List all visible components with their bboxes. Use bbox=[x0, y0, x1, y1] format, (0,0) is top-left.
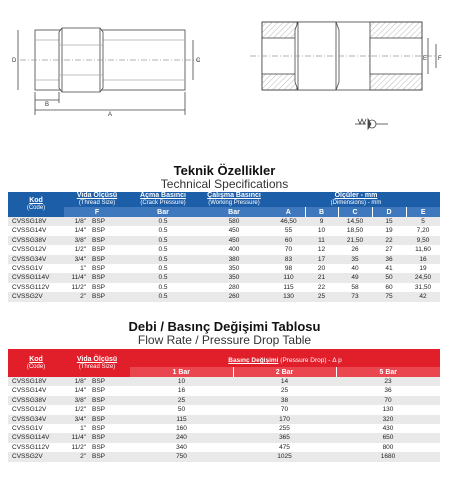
technical-drawings bbox=[0, 0, 449, 150]
flow-cell: 38 bbox=[233, 396, 336, 405]
tech-row bbox=[8, 292, 440, 301]
tech-cell: 19 bbox=[406, 264, 440, 273]
tech-thread-type: BSP bbox=[92, 236, 106, 244]
dim-b-label: B bbox=[45, 102, 50, 108]
flow-cell-thread bbox=[64, 443, 130, 452]
tech-cell: 110 bbox=[272, 273, 305, 282]
flow-cell: 130 bbox=[336, 405, 440, 414]
flow-cell-code: CVSSG34V bbox=[8, 415, 64, 424]
flow-cell: 70 bbox=[233, 405, 336, 414]
dim-e-label: E bbox=[423, 56, 428, 62]
flow-cell: 14 bbox=[233, 377, 336, 386]
tech-cell-code: CVSSG112V bbox=[8, 283, 64, 292]
flow-thread-size: 1/4" bbox=[74, 387, 86, 395]
tech-cell: 60 bbox=[272, 236, 305, 245]
tech-cell-thread bbox=[64, 264, 130, 273]
tech-cell: 9,50 bbox=[406, 236, 440, 245]
flow-thread-type: BSP bbox=[92, 434, 106, 442]
flow-cell: 1025 bbox=[233, 452, 336, 461]
flow-cell-code: CVSSG112V bbox=[8, 443, 64, 452]
col-crack-unit: Bar bbox=[130, 207, 196, 217]
tech-thread-size: 11/2" bbox=[71, 283, 86, 291]
tech-cell: 0.5 bbox=[130, 292, 196, 301]
flow-col-5bar: 5 Bar bbox=[336, 367, 440, 377]
tech-cell: 5 bbox=[406, 217, 440, 226]
flow-cell: 50 bbox=[130, 405, 233, 414]
tech-cell: 22 bbox=[372, 236, 406, 245]
tech-cell: 19 bbox=[372, 226, 406, 235]
tech-cell-code: CVSSG18V bbox=[8, 217, 64, 226]
tech-cell: 15 bbox=[372, 217, 406, 226]
tech-cell: 0.5 bbox=[130, 226, 196, 235]
col-b: B bbox=[305, 207, 338, 217]
tech-thread-size: 2" bbox=[80, 293, 86, 301]
tech-cell-thread bbox=[64, 283, 130, 292]
flow-col-thread: Vida Ölçüsü (Thread Size) bbox=[76, 355, 118, 370]
flow-cell: 475 bbox=[233, 443, 336, 452]
col-a: A bbox=[272, 207, 305, 217]
tech-cell-code: CVSSG34V bbox=[8, 255, 64, 264]
tech-cell: 25 bbox=[305, 292, 338, 301]
flow-cell-code: CVSSG114V bbox=[8, 433, 64, 442]
flow-cell-thread bbox=[64, 405, 130, 414]
tech-row bbox=[8, 245, 440, 254]
flow-thread-type: BSP bbox=[92, 443, 106, 451]
tech-row bbox=[8, 226, 440, 235]
flow-cell: 800 bbox=[336, 443, 440, 452]
tech-cell: 50 bbox=[372, 273, 406, 282]
col-working: Çalışma Basıncı (Working Pressure) bbox=[207, 192, 261, 206]
flow-cell: 23 bbox=[336, 377, 440, 386]
col-c: C bbox=[338, 207, 372, 217]
tech-cell: 115 bbox=[272, 283, 305, 292]
tech-cell-code: CVSSG2V bbox=[8, 292, 64, 301]
tech-thread-size: 3/4" bbox=[74, 255, 86, 263]
tech-cell-thread bbox=[64, 217, 130, 226]
tech-title-block bbox=[0, 164, 449, 191]
flow-title: Debi / Basınç Değişimi Tablosu bbox=[128, 319, 321, 334]
tech-cell-code: CVSSG12V bbox=[8, 245, 64, 254]
tech-cell: 58 bbox=[338, 283, 372, 292]
tech-cell: 580 bbox=[196, 217, 272, 226]
tech-cell: 280 bbox=[196, 283, 272, 292]
flow-cell: 115 bbox=[130, 415, 233, 424]
flow-cell-code: CVSSG12V bbox=[8, 405, 64, 414]
tech-cell: 41 bbox=[372, 264, 406, 273]
flow-col-code: Kod (Code) bbox=[26, 355, 46, 370]
flow-thread-size: 1/8" bbox=[74, 378, 86, 385]
flow-row bbox=[8, 424, 440, 433]
flow-thread-type: BSP bbox=[92, 396, 106, 404]
tech-cell: 450 bbox=[196, 226, 272, 235]
tech-cell: 10 bbox=[305, 226, 338, 235]
flow-row bbox=[8, 377, 440, 386]
tech-cell: 24,50 bbox=[406, 273, 440, 282]
flow-thread-size: 11/4" bbox=[71, 434, 86, 442]
tech-cell: 21,50 bbox=[338, 236, 372, 245]
tech-cell: 260 bbox=[196, 292, 272, 301]
tech-thread-size: 1/8" bbox=[74, 218, 86, 225]
tech-cell: 27 bbox=[372, 245, 406, 254]
tech-cell: 20 bbox=[305, 264, 338, 273]
tech-row bbox=[8, 217, 440, 226]
tech-thread-type: BSP bbox=[92, 218, 106, 225]
tech-cell-thread bbox=[64, 273, 130, 282]
tech-cell: 35 bbox=[338, 255, 372, 264]
tech-thread-type: BSP bbox=[92, 255, 106, 263]
tech-cell: 0.5 bbox=[130, 236, 196, 245]
tech-title: Teknik Özellikler bbox=[173, 163, 276, 178]
flow-thread-type: BSP bbox=[92, 415, 106, 423]
tech-cell: 49 bbox=[338, 273, 372, 282]
tech-cell: 130 bbox=[272, 292, 305, 301]
dim-a-label: A bbox=[108, 112, 113, 118]
col-code: Kod (Code) bbox=[26, 197, 46, 211]
tech-cell: 14,50 bbox=[338, 217, 372, 226]
flow-thread-type: BSP bbox=[92, 406, 106, 414]
tech-cell: 350 bbox=[196, 264, 272, 273]
tech-thread-type: BSP bbox=[92, 283, 106, 291]
tech-cell: 0.5 bbox=[130, 245, 196, 254]
tech-cell: 70 bbox=[272, 245, 305, 254]
tech-row bbox=[8, 273, 440, 282]
flow-cell-thread bbox=[64, 424, 130, 433]
tech-cell: 450 bbox=[196, 236, 272, 245]
tech-cell: 11,60 bbox=[406, 245, 440, 254]
tech-cell-thread bbox=[64, 255, 130, 264]
flow-row bbox=[8, 415, 440, 424]
flow-cell: 160 bbox=[130, 424, 233, 433]
tech-cell-code: CVSSG114V bbox=[8, 273, 64, 282]
flow-cell: 365 bbox=[233, 433, 336, 442]
flow-cell: 650 bbox=[336, 433, 440, 442]
flow-title-block bbox=[0, 320, 449, 347]
tech-cell: 26 bbox=[338, 245, 372, 254]
tech-cell: 7,20 bbox=[406, 226, 440, 235]
tech-cell: 22 bbox=[305, 283, 338, 292]
tech-subtitle: Technical Specifications bbox=[160, 177, 289, 191]
dim-c-label: C bbox=[196, 58, 201, 64]
tech-thread-size: 1/4" bbox=[74, 227, 86, 235]
tech-thread-type: BSP bbox=[92, 246, 106, 254]
tech-cell-thread bbox=[64, 236, 130, 245]
flow-col-2bar: 2 Bar bbox=[233, 367, 336, 377]
flow-cell: 320 bbox=[336, 415, 440, 424]
tech-cell: 60 bbox=[372, 283, 406, 292]
tech-thread-size: 11/4" bbox=[71, 274, 86, 282]
section-view-drawing bbox=[250, 22, 436, 129]
tech-cell: 55 bbox=[272, 226, 305, 235]
flow-row bbox=[8, 405, 440, 414]
flow-thread-size: 1/2" bbox=[74, 406, 86, 414]
flow-cell: 240 bbox=[130, 433, 233, 442]
flow-cell-thread bbox=[64, 377, 130, 386]
flow-thread-type: BSP bbox=[92, 378, 106, 385]
flow-cell: 16 bbox=[130, 386, 233, 395]
flow-col-1bar: 1 Bar bbox=[130, 367, 233, 377]
flow-thread-type: BSP bbox=[92, 387, 106, 395]
flow-row bbox=[8, 443, 440, 452]
tech-cell: 46,50 bbox=[272, 217, 305, 226]
flow-row bbox=[8, 433, 440, 442]
flow-thread-size: 3/8" bbox=[74, 396, 86, 404]
flow-thread-type: BSP bbox=[92, 453, 106, 461]
flow-row bbox=[8, 386, 440, 395]
tech-thread-size: 1" bbox=[80, 265, 86, 273]
tech-cell: 9 bbox=[305, 217, 338, 226]
tech-cell: 380 bbox=[196, 255, 272, 264]
col-working-unit: Bar bbox=[196, 207, 272, 217]
flow-cell: 1680 bbox=[336, 452, 440, 461]
tech-thread-type: BSP bbox=[92, 274, 106, 282]
flow-cell-code: CVSSG2V bbox=[8, 452, 64, 461]
col-thread: Vida Ölçüsü (Thread Size) bbox=[76, 192, 118, 206]
tech-header-row bbox=[8, 192, 440, 207]
tech-cell: 21 bbox=[305, 273, 338, 282]
tech-cell: 42 bbox=[406, 292, 440, 301]
tech-thread-type: BSP bbox=[92, 293, 106, 301]
dim-d-label: D bbox=[12, 58, 17, 64]
tech-cell: 0.5 bbox=[130, 217, 196, 226]
col-dimensions: Ölçüler - mm (Dimensions) - mm bbox=[330, 192, 382, 206]
tech-row bbox=[8, 283, 440, 292]
flow-col-pressure-drop: Basınç Değişimi (Pressure Drop) - Δ p bbox=[228, 357, 342, 364]
flow-cell-code: CVSSG18V bbox=[8, 377, 64, 386]
flow-cell-thread bbox=[64, 396, 130, 405]
tech-cell: 0.5 bbox=[130, 273, 196, 282]
flow-cell-code: CVSSG38V bbox=[8, 396, 64, 405]
flow-row bbox=[8, 396, 440, 405]
dim-f-label: F bbox=[438, 56, 442, 62]
col-crack: Açma Basıncı (Crack Pressure) bbox=[140, 192, 186, 206]
flow-thread-size: 1" bbox=[80, 425, 86, 433]
flow-thread-type: BSP bbox=[92, 425, 106, 433]
flow-cell-thread bbox=[64, 386, 130, 395]
tech-cell: 11 bbox=[305, 236, 338, 245]
tech-cell: 18,50 bbox=[338, 226, 372, 235]
flow-cell: 255 bbox=[233, 424, 336, 433]
tech-cell: 75 bbox=[372, 292, 406, 301]
tech-cell: 0.5 bbox=[130, 255, 196, 264]
flow-cell: 430 bbox=[336, 424, 440, 433]
tech-cell: 350 bbox=[196, 273, 272, 282]
tech-cell: 0.5 bbox=[130, 283, 196, 292]
flow-cell: 25 bbox=[130, 396, 233, 405]
flow-cell: 36 bbox=[336, 386, 440, 395]
tech-cell: 40 bbox=[338, 264, 372, 273]
tech-cell: 400 bbox=[196, 245, 272, 254]
flow-cell-thread bbox=[64, 415, 130, 424]
tech-cell: 31,50 bbox=[406, 283, 440, 292]
flow-subtitle: Flow Rate / Pressure Drop Table bbox=[137, 333, 312, 347]
col-e: E bbox=[406, 207, 440, 217]
flow-thread-size: 2" bbox=[80, 453, 86, 461]
flow-cell-code: CVSSG14V bbox=[8, 386, 64, 395]
tech-cell: 17 bbox=[305, 255, 338, 264]
tech-cell-code: CVSSG1V bbox=[8, 264, 64, 273]
flow-cell: 25 bbox=[233, 386, 336, 395]
tech-thread-type: BSP bbox=[92, 227, 106, 235]
flow-header-row bbox=[8, 349, 440, 367]
tech-cell-thread bbox=[64, 292, 130, 301]
tech-cell: 83 bbox=[272, 255, 305, 264]
tech-cell: 16 bbox=[406, 255, 440, 264]
flow-cell: 10 bbox=[130, 377, 233, 386]
flow-cell: 340 bbox=[130, 443, 233, 452]
tech-cell-thread bbox=[64, 245, 130, 254]
flow-thread-size: 11/2" bbox=[71, 443, 86, 451]
tech-cell: 0.5 bbox=[130, 264, 196, 273]
tech-cell-thread bbox=[64, 226, 130, 235]
tech-row bbox=[8, 236, 440, 245]
tech-cell-code: CVSSG38V bbox=[8, 236, 64, 245]
tech-cell: 98 bbox=[272, 264, 305, 273]
flow-thread-size: 3/4" bbox=[74, 415, 86, 423]
col-thread-f: F bbox=[64, 207, 130, 217]
col-d: D bbox=[372, 207, 406, 217]
tech-cell-code: CVSSG14V bbox=[8, 226, 64, 235]
tech-thread-type: BSP bbox=[92, 265, 106, 273]
flow-rate-table bbox=[8, 349, 440, 462]
tech-row bbox=[8, 264, 440, 273]
tech-thread-size: 3/8" bbox=[74, 236, 86, 244]
tech-specs-table bbox=[8, 192, 440, 302]
flow-cell: 170 bbox=[233, 415, 336, 424]
flow-cell-thread bbox=[64, 452, 130, 461]
tech-cell: 73 bbox=[338, 292, 372, 301]
flow-cell: 750 bbox=[130, 452, 233, 461]
tech-cell: 36 bbox=[372, 255, 406, 264]
tech-cell: 12 bbox=[305, 245, 338, 254]
tech-row bbox=[8, 255, 440, 264]
flow-cell: 70 bbox=[336, 396, 440, 405]
flow-row bbox=[8, 452, 440, 461]
flow-cell-thread bbox=[64, 433, 130, 442]
tech-thread-size: 1/2" bbox=[74, 246, 86, 254]
flow-cell-code: CVSSG1V bbox=[8, 424, 64, 433]
